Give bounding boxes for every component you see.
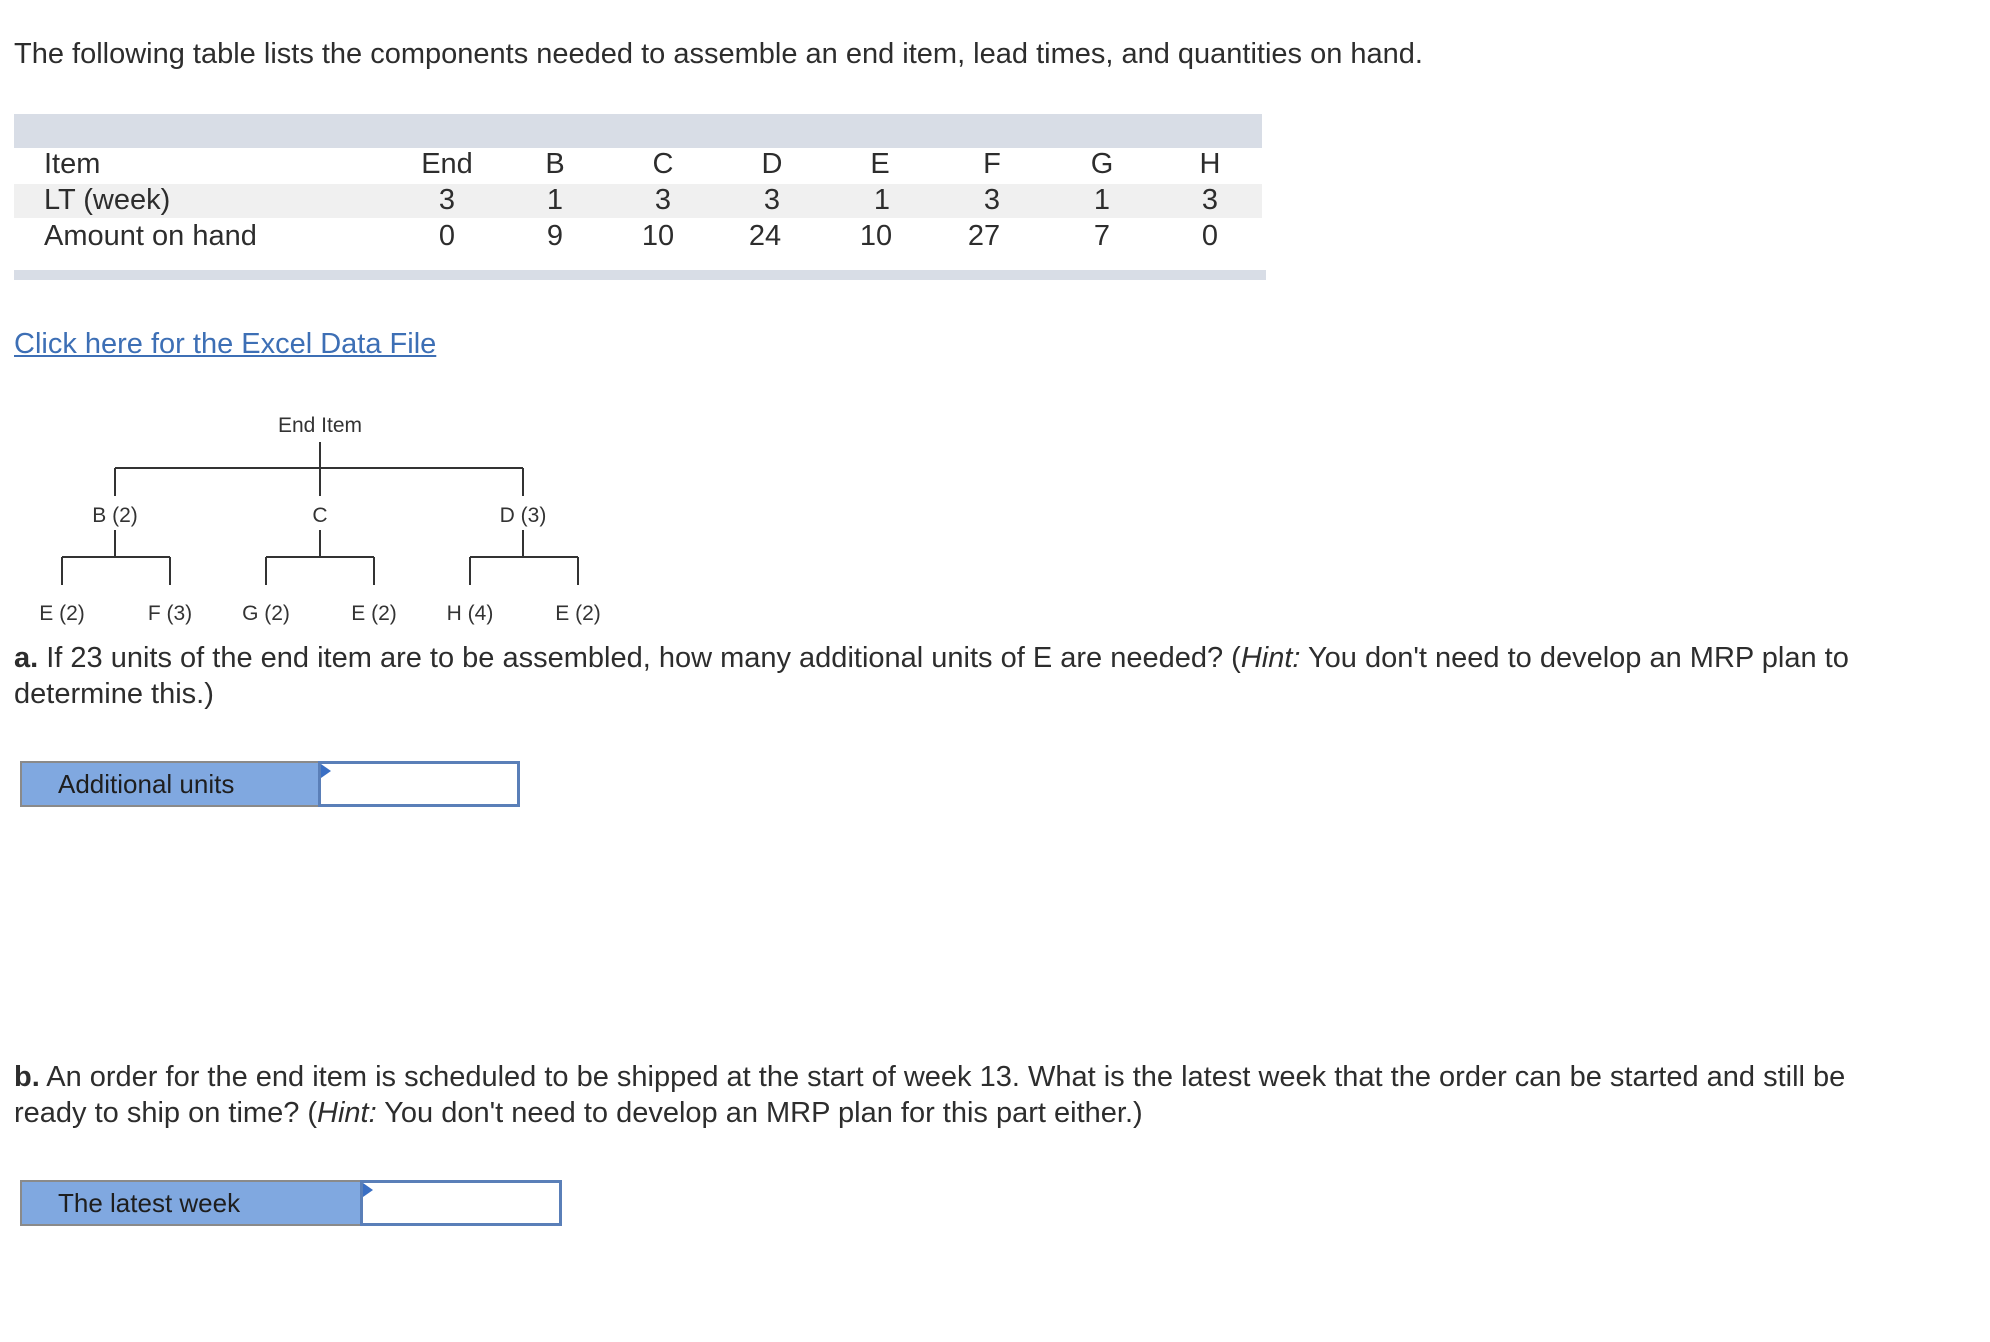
- table-cell: 1: [873, 184, 891, 216]
- table-cell: 1: [546, 184, 564, 216]
- question-b: [14, 1059, 1894, 1131]
- tree-node-e: E (2): [39, 602, 85, 625]
- table-cell: 24: [748, 220, 782, 252]
- table-cell: 3: [983, 184, 1001, 216]
- answer-row-b: [20, 1180, 562, 1226]
- table-cell: 27: [967, 220, 1001, 252]
- latest-week-field-box: [360, 1180, 562, 1226]
- table-cell: 10: [859, 220, 893, 252]
- table-cell: C: [652, 148, 674, 180]
- table-cell: 0: [1201, 220, 1219, 252]
- question-b-text-rest: You don't need to develop an MRP plan for this part either.): [376, 1097, 1143, 1129]
- question-a-hint: Hint:: [1240, 642, 1301, 674]
- table-cell: 3: [654, 184, 672, 216]
- tree-node-root: End Item: [277, 414, 363, 437]
- table-header-band: [14, 114, 1262, 148]
- table-cell: 3: [438, 184, 456, 216]
- answer-row-a: [20, 761, 520, 807]
- table-cell: End: [421, 148, 473, 180]
- question-b-prefix: b.: [14, 1061, 40, 1093]
- tree-node-c: C: [312, 504, 328, 527]
- table-cell: E: [870, 148, 890, 180]
- additional-units-input[interactable]: [321, 764, 517, 804]
- question-a-text: If 23 units of the end item are to be assembled, how many additional units of E are needed? (: [38, 642, 1241, 674]
- tree-node-b: B (2): [92, 504, 138, 527]
- table-cell: F: [983, 148, 1001, 180]
- tree-node-h: H (4): [446, 602, 494, 625]
- flag-icon: [321, 764, 331, 778]
- table-cell: B: [545, 148, 565, 180]
- table-cell: D: [761, 148, 783, 180]
- question-a-text-rest: You don't need to develop an MRP plan to determine this.): [14, 642, 1849, 710]
- row-label-lt: LT (week): [44, 184, 171, 216]
- question-b-text: An order for the end item is scheduled to be shipped at the start of week 13. What is the latest week that the order can be started and still be ready to ship on time? (: [14, 1061, 1846, 1129]
- excel-data-file-link[interactable]: Click here for the Excel Data File: [14, 328, 437, 360]
- question-a: [14, 640, 1894, 712]
- additional-units-label: Additional units: [20, 761, 318, 807]
- table-cell: 7: [1093, 220, 1111, 252]
- table-cell: 9: [546, 220, 564, 252]
- tree-node-g: G (2): [242, 602, 290, 625]
- question-b-hint: Hint:: [317, 1097, 377, 1129]
- table-cell: H: [1199, 148, 1221, 180]
- tree-node-e: E (2): [351, 602, 397, 625]
- table-footer-band: [14, 270, 1266, 280]
- table-cell: 10: [641, 220, 675, 252]
- table-cell: G: [1090, 148, 1114, 180]
- latest-week-label: The latest week: [20, 1180, 360, 1226]
- row-label-on-hand: Amount on hand: [44, 220, 257, 252]
- additional-units-field-box: [318, 761, 520, 807]
- tree-node-d: D (3): [499, 504, 547, 527]
- table-cell: 3: [1201, 184, 1219, 216]
- table-cell: 0: [438, 220, 456, 252]
- table-cell: 1: [1093, 184, 1111, 216]
- intro-text: The following table lists the components needed to assemble an end item, lead times, and quantities on hand.: [14, 38, 1423, 70]
- product-structure-tree: [0, 400, 640, 630]
- tree-node-f: F (3): [147, 602, 193, 625]
- latest-week-input[interactable]: [363, 1183, 559, 1223]
- question-a-prefix: a.: [14, 642, 39, 674]
- flag-icon: [363, 1183, 373, 1197]
- table-cell: 3: [763, 184, 781, 216]
- row-label-item: Item: [44, 148, 101, 180]
- tree-node-e: E (2): [555, 602, 601, 625]
